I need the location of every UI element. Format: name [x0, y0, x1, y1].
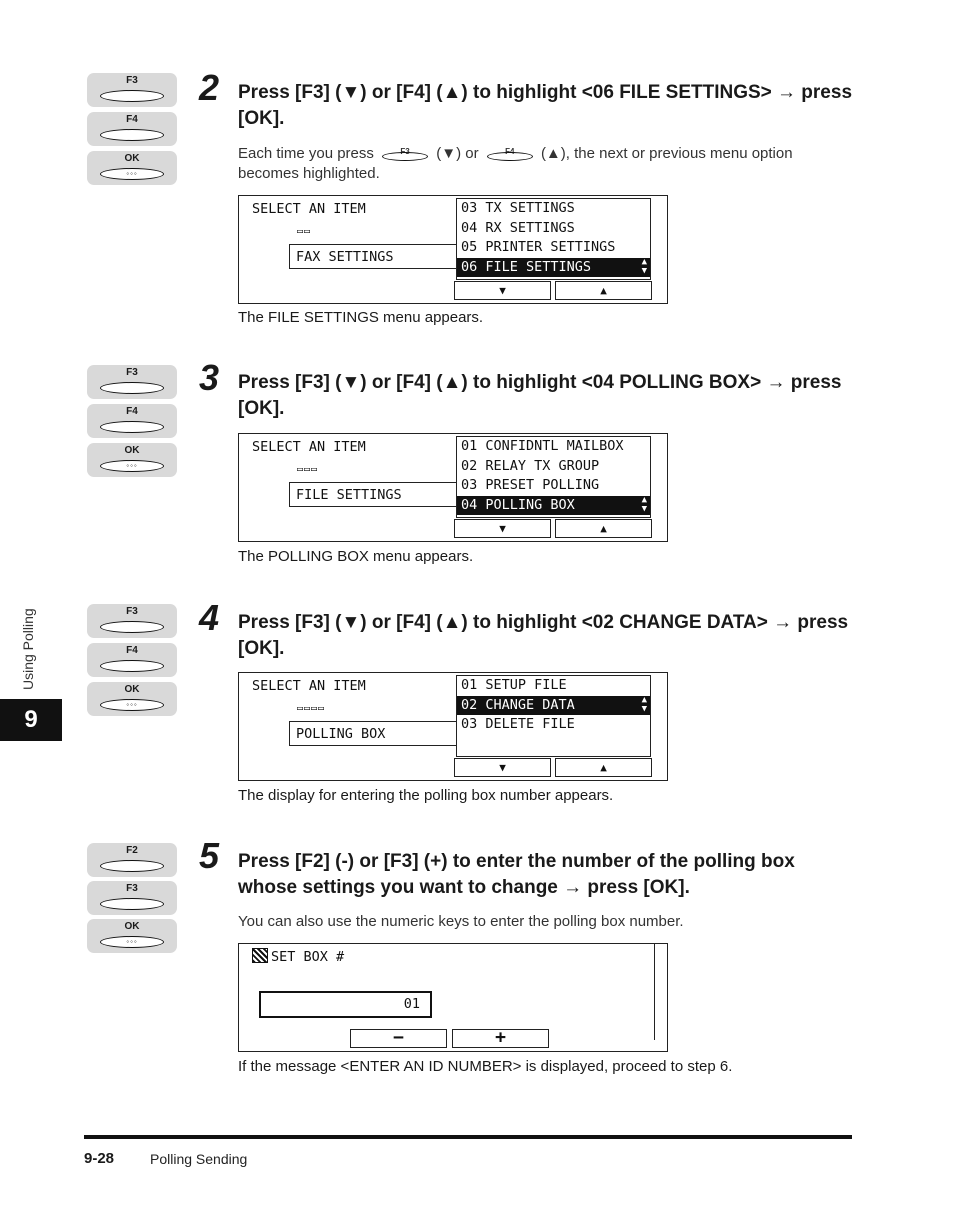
- step-number-5: 5: [199, 835, 220, 876]
- key-ellipse-icon: [100, 621, 164, 633]
- lcd-screen-step-5: [238, 943, 668, 1052]
- menu-item[interactable]: 02 RELAY TX GROUP: [461, 457, 600, 474]
- step-number-2: 2: [199, 67, 220, 108]
- menu-item[interactable]: 03 TX SETTINGS: [461, 200, 575, 216]
- step-body-2: [238, 144, 853, 184]
- f3-key-label: F3: [126, 75, 138, 86]
- level-indicator: ▭▭: [297, 226, 312, 237]
- footer-rule: [84, 1135, 852, 1139]
- f3-key: [87, 365, 177, 399]
- ok-key: [87, 443, 177, 477]
- step-number-4: 4: [199, 597, 220, 638]
- box-number-input[interactable]: 01: [259, 991, 432, 1018]
- f3-key: [87, 604, 177, 638]
- menu-list: [456, 436, 651, 518]
- plus-button[interactable]: +: [452, 1029, 549, 1048]
- f3-key: [87, 881, 177, 915]
- menu-item-selected[interactable]: [457, 496, 650, 516]
- body-mid: (▼) or: [436, 145, 479, 162]
- step-title-4: Press [F3] (▼) or [F4] (▲) to highlight <02 CHANGE DATA> → press [OK].: [238, 612, 849, 659]
- lcd-header: SELECT AN ITEM: [252, 201, 366, 217]
- level-indicator: ▭▭▭: [297, 464, 319, 475]
- scroll-arrows-icon: ▲ ▼: [641, 494, 647, 514]
- key-ellipse-icon: [100, 660, 164, 672]
- ok-key: [87, 151, 177, 185]
- menu-item-label: 02 CHANGE DATA: [461, 696, 575, 713]
- menu-item-selected[interactable]: [457, 258, 650, 278]
- f4-key-label: F4: [126, 645, 138, 656]
- key-ellipse-icon: [100, 860, 164, 872]
- page-number: 9-28: [84, 1150, 115, 1167]
- up-button[interactable]: ▲: [555, 281, 652, 300]
- menu-list: [456, 675, 651, 757]
- ok-dots-icon: ◦◦◦: [126, 169, 138, 178]
- lcd-header: [252, 948, 344, 965]
- f3-key-label: F3: [126, 606, 138, 617]
- ok-dots-icon: ◦◦◦: [126, 937, 138, 946]
- ok-key-label: OK: [124, 921, 140, 932]
- up-button[interactable]: ▲: [555, 519, 652, 538]
- f3-key: [87, 73, 177, 107]
- f4-key-label: F4: [126, 114, 138, 125]
- step-number-3: 3: [199, 357, 220, 398]
- chapter-tab: 9: [0, 699, 62, 741]
- step-body-5: You can also use the numeric keys to enter the polling box number.: [238, 913, 684, 930]
- step-caption-5: If the message <ENTER AN ID NUMBER> is displayed, proceed to step 6.: [238, 1058, 733, 1075]
- step-caption-4: The display for entering the polling box number appears.: [238, 787, 614, 804]
- ok-key-label: OK: [124, 684, 140, 695]
- menu-item-label: 04 POLLING BOX: [461, 496, 575, 513]
- current-menu: POLLING BOX: [289, 721, 457, 746]
- menu-item[interactable]: 05 PRINTER SETTINGS: [461, 239, 616, 255]
- menu-item-selected[interactable]: [457, 696, 650, 716]
- lcd-screen-step-3: [238, 433, 668, 542]
- menu-item[interactable]: 01 CONFIDNTL MAILBOX: [461, 438, 624, 454]
- inline-key-label: F3: [400, 147, 410, 157]
- lcd-header: SELECT AN ITEM: [252, 678, 366, 694]
- body-post: (▲), the next or previous menu option becomes highlighted.: [238, 145, 793, 182]
- up-button[interactable]: ▲: [555, 758, 652, 777]
- f4-key: [87, 643, 177, 677]
- ok-key-label: OK: [124, 153, 140, 164]
- current-menu: FAX SETTINGS: [289, 244, 457, 269]
- footer-section: Polling Sending: [150, 1151, 248, 1167]
- step-title-5: Press [F2] (-) or [F3] (+) to enter the number of the polling box whose settings you want to change → press [OK].: [238, 851, 795, 898]
- ok-dots-icon: ◦◦◦: [126, 700, 138, 709]
- menu-item[interactable]: 01 SETUP FILE: [461, 677, 567, 693]
- ok-dots-icon: ◦◦◦: [126, 461, 138, 470]
- f3-key-label: F3: [126, 883, 138, 894]
- menu-item[interactable]: 04 RX SETTINGS: [461, 219, 575, 236]
- f4-key: [87, 404, 177, 438]
- body-pre: Each time you press: [238, 145, 374, 162]
- key-ellipse-icon: [100, 382, 164, 394]
- lcd-header: SELECT AN ITEM: [252, 439, 366, 455]
- menu-list: [456, 198, 651, 280]
- ok-key: [87, 682, 177, 716]
- step-title-2: Press [F3] (▼) or [F4] (▲) to highlight <06 FILE SETTINGS> → press [OK].: [238, 82, 853, 129]
- lcd-screen-step-2: [238, 195, 668, 304]
- ok-key: [87, 919, 177, 953]
- minus-button[interactable]: −: [350, 1029, 447, 1048]
- key-ellipse-icon: [100, 421, 164, 433]
- inline-f4-key-icon: [485, 146, 535, 162]
- down-button[interactable]: ▼: [454, 758, 551, 777]
- f3-key-label: F3: [126, 367, 138, 378]
- f4-key-label: F4: [126, 406, 138, 417]
- level-indicator: ▭▭▭▭: [297, 703, 326, 714]
- inline-f3-key-icon: [380, 146, 430, 162]
- down-button[interactable]: ▼: [454, 519, 551, 538]
- lcd-screen-step-4: [238, 672, 668, 781]
- scroll-arrows-icon: ▲ ▼: [641, 694, 647, 714]
- menu-item[interactable]: 03 PRESET POLLING: [461, 477, 600, 493]
- f2-key: [87, 843, 177, 877]
- step-caption-3: The POLLING BOX menu appears.: [238, 548, 474, 565]
- menu-item[interactable]: 03 DELETE FILE: [461, 716, 575, 732]
- down-button[interactable]: ▼: [454, 281, 551, 300]
- key-ellipse-icon: [100, 90, 164, 102]
- section-side-label: Using Polling: [20, 608, 36, 690]
- step-caption-2: The FILE SETTINGS menu appears.: [238, 309, 484, 326]
- current-menu: FILE SETTINGS: [289, 482, 457, 507]
- key-ellipse-icon: [100, 898, 164, 910]
- f4-key: [87, 112, 177, 146]
- scroll-arrows-icon: ▲ ▼: [641, 256, 647, 276]
- inline-key-label: F4: [505, 147, 515, 157]
- ok-key-label: OK: [124, 445, 140, 456]
- lcd-header-label: SET BOX #: [271, 949, 345, 965]
- step-title-3: Press [F3] (▼) or [F4] (▲) to highlight <04 POLLING BOX> → press [OK].: [238, 372, 842, 419]
- menu-item-label: 06 FILE SETTINGS: [461, 258, 592, 275]
- box-icon: [252, 948, 268, 963]
- f2-key-label: F2: [126, 845, 138, 856]
- key-ellipse-icon: [100, 129, 164, 141]
